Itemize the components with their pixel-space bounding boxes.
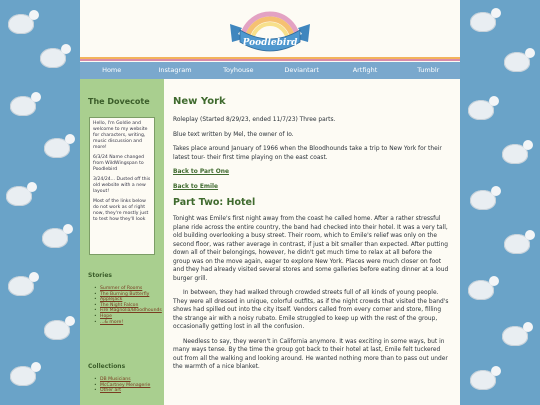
- dove-icon: [502, 326, 528, 346]
- page: [80, 0, 460, 405]
- nav-bar: [80, 62, 460, 79]
- story-link[interactable]: • The Night Falcon: [95, 303, 162, 309]
- collection-link[interactable]: • McCartney Menagerie: [95, 383, 150, 389]
- sidebar-info-box: [89, 117, 155, 255]
- stories-list: [95, 286, 162, 325]
- part-title: Part Two: Hotel: [173, 197, 256, 208]
- story-link[interactable]: • Fire Magnolia/Bloodhounds: [95, 308, 162, 314]
- collections-heading: Collections: [88, 363, 126, 370]
- story-note: Blue text written by Mel, the owner of Io.: [173, 131, 294, 138]
- dove-icon: [10, 366, 36, 386]
- story-link[interactable]: • ...& more!: [95, 320, 162, 326]
- dove-icon: [504, 52, 530, 72]
- info-update: 6/3/24 Name changed from WildWingspan to Poodlebird: [93, 155, 145, 172]
- sidebar-title: The Dovecote: [88, 97, 150, 106]
- main-content: [173, 96, 449, 378]
- dove-icon: [468, 100, 494, 120]
- dove-icon: [10, 96, 36, 116]
- collections-list: [95, 377, 150, 394]
- story-meta: Roleplay (Started 8/29/23, ended 11/7/23) Three parts.: [173, 117, 336, 123]
- dove-icon: [42, 228, 68, 248]
- nav-toyhouse[interactable]: Toyhouse: [223, 66, 254, 74]
- info-update: 3/24/24... Dusted off this old website with a new layout!: [93, 177, 151, 194]
- dove-icon: [502, 144, 528, 164]
- sidebar: [80, 79, 164, 405]
- dove-icon: [470, 12, 496, 32]
- dove-icon: [470, 190, 496, 210]
- dove-icon: [468, 280, 494, 300]
- nav-tumblr[interactable]: Tumblr: [417, 66, 440, 74]
- story-link[interactable]: • Hope: [95, 314, 162, 320]
- back-to-emile-link[interactable]: Back to Emile: [173, 183, 219, 190]
- story-paragraph: Needless to say, they weren't in California anymore. It was exciting in some ways, but in many ways tense. By the time the group got back to their hotel at last, Emile felt tuckered out from all the walking and looking around. He wanted nothing more than to pass out under the warmth of a nice blanket.: [173, 338, 448, 370]
- story-link[interactable]: • Summer of Rooms: [95, 286, 162, 292]
- story-link[interactable]: • The Burning Butterfly: [95, 292, 162, 298]
- logo-text: Poodlebird: [242, 38, 298, 48]
- info-welcome: Hello, I'm Goldie and welcome to my website for characters, writing, music discussion and more!: [93, 121, 148, 150]
- logo: [228, 2, 312, 56]
- story-paragraph: Tonight was Emile's first night away from the coast he called home. After a rather stressful plane ride across the entire country, the band had checked into their hotel. It was a very tall, old building overlooking a busy street. Their room, which to Emile's relief was only on the second floor, was rather average in contrast, if just a bit smaller than expected. After putting down all of their belongings, however, he didn't get much time to relax at all before the group was on the move again, eager to explore New York. Places were much closer on foot and they had already visited several stores and some galleries before eating dinner at a loud burger grill.: [173, 216, 449, 282]
- nav-deviantart[interactable]: Deviantart: [284, 66, 319, 74]
- story-paragraph: In between, they had walked through crowded streets full of all kinds of young people. They were all dressed in unique, colorful outfits, as if the night crowds that visited the band's shows had spilled out into the city itself. Vendors called from every corner and store, filling the strange air with a noisy rubato. Emile struggled to keep up with the rest of the group, occasionally getting lost in all the confusion.: [173, 290, 449, 330]
- banner-stripe: [80, 57, 460, 61]
- info-note: Most of the links below do not work as of right now, they're mostly just to test how they'll look: [93, 199, 149, 222]
- dove-icon: [44, 320, 70, 340]
- story-link[interactable]: • Applejack: [95, 297, 162, 303]
- collection-link[interactable]: • Other art: [95, 388, 150, 394]
- dove-icon: [8, 276, 34, 296]
- dove-icon: [40, 48, 66, 68]
- nav-instagram[interactable]: Instagram: [158, 66, 192, 74]
- back-to-part-one-link[interactable]: Back to Part One: [173, 169, 229, 175]
- page-title: New York: [173, 96, 226, 107]
- dove-icon: [44, 138, 70, 158]
- dove-icon: [470, 370, 496, 390]
- dove-icon: [8, 14, 34, 34]
- collection-link[interactable]: • DB Musicians: [95, 377, 150, 383]
- story-intro: Takes place around January of 1966 when the Bloodhounds take a trip to New York for their latest tour- their first time playing on the east coast.: [173, 146, 442, 161]
- nav-artfight[interactable]: Artfight: [352, 66, 378, 74]
- nav-home[interactable]: Home: [102, 66, 122, 74]
- banner: [80, 0, 460, 62]
- dove-icon: [6, 186, 32, 206]
- stories-heading: Stories: [88, 272, 112, 279]
- dove-icon: [504, 234, 530, 254]
